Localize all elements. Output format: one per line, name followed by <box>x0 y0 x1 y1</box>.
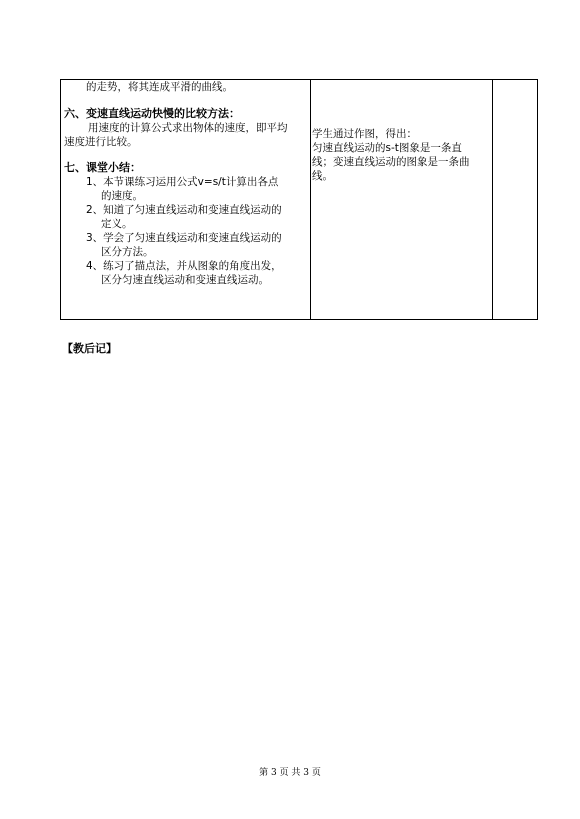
summary-item: 4、练习了描点法，并从图象的角度出发， <box>86 260 282 272</box>
table-row <box>61 80 538 320</box>
student-activity-cell <box>311 80 493 320</box>
lesson-table <box>60 79 538 320</box>
summary-item-continuation: 的速度。 <box>101 190 143 202</box>
student-activity-line: 线。 <box>312 170 333 182</box>
summary-item-continuation: 定义。 <box>101 218 133 230</box>
intro-line: 的走势，将其连成平滑的曲线。 <box>86 81 233 93</box>
teacher-activity-cell <box>61 80 311 320</box>
after-class-note-label: 【教后记】 <box>62 342 117 355</box>
student-activity-line: 匀速直线运动的s-t图象是一条直 <box>312 142 462 154</box>
summary-item: 3、学会了匀速直线运动和变速直线运动的 <box>86 232 282 244</box>
section6-heading: 六、变速直线运动快慢的比较方法： <box>64 107 240 120</box>
page-footer: 第 3 页 共 3 页 <box>259 768 321 778</box>
summary-list <box>64 175 310 287</box>
summary-item-continuation: 区分方法。 <box>101 246 154 258</box>
summary-item: 1、本节课练习运用公式v=s/t计算出各点 <box>86 176 279 188</box>
summary-item-continuation: 区分匀速直线运动和变速直线运动。 <box>101 274 269 286</box>
section6-text-line: 速度进行比较。 <box>64 136 138 148</box>
section7-heading: 七、课堂小结： <box>64 161 141 174</box>
student-activity-line: 学生通过作图，得出： <box>312 128 417 140</box>
section6-text-line: 用速度的计算公式求出物体的速度，即平均 <box>88 122 288 134</box>
summary-item: 2、知道了匀速直线运动和变速直线运动的 <box>86 204 282 216</box>
student-activity-line: 线；变速直线运动的图象是一条曲 <box>312 156 470 168</box>
notes-cell <box>493 80 538 320</box>
